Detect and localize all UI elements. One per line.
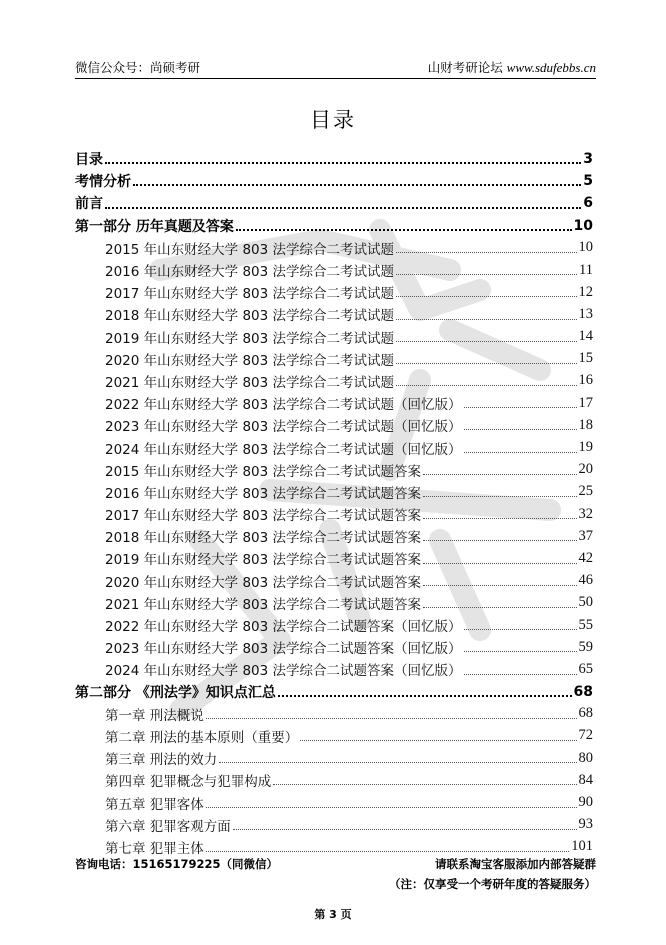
toc-entry[interactable] — [75, 703, 593, 725]
toc-entry-title: 2017 年山东财经大学 803 法学综合二考试试题答案 — [105, 508, 421, 525]
toc-entry-page: 20 — [578, 461, 593, 478]
toc-entry[interactable] — [75, 769, 593, 791]
toc-dot-leader — [423, 584, 577, 586]
toc-dot-leader — [133, 183, 581, 186]
toc-entry-page: 50 — [578, 594, 593, 611]
toc-entry-title: 2019 年山东财经大学 803 法学综合二考试试题 — [105, 330, 394, 347]
footer-service-note: （注：仅享受一个考研年度的答疑服务） — [389, 877, 596, 891]
toc-entry[interactable] — [75, 725, 593, 747]
toc-dot-leader — [105, 206, 581, 209]
toc-entry[interactable] — [75, 747, 593, 769]
toc-dot-leader — [300, 739, 576, 741]
toc-entry-title: 第七章 犯罪主体 — [105, 840, 204, 857]
toc-entry[interactable] — [75, 259, 593, 281]
toc-entry-title: 2022 年山东财经大学 803 法学综合二考试试题（回忆版） — [105, 397, 462, 414]
toc-entry-page: 93 — [578, 816, 593, 833]
header-forum-url[interactable]: www.sdufebbs.cn — [506, 60, 596, 75]
toc-entry-page: 3 — [583, 151, 593, 168]
toc-dot-leader — [396, 384, 577, 386]
toc-entry-page: 55 — [578, 616, 593, 633]
toc-entry[interactable] — [75, 614, 593, 636]
toc-entry-title: 第五章 犯罪客体 — [105, 796, 204, 813]
toc-entry[interactable] — [75, 326, 593, 348]
toc-entry-page: 11 — [579, 261, 593, 278]
footer-phone: 咨询电话：15165179225（同微信） — [75, 857, 279, 871]
toc-entry[interactable] — [75, 570, 593, 592]
toc-entry[interactable] — [75, 192, 593, 214]
toc-entry-page: 37 — [578, 527, 593, 544]
toc-entry-title: 2018 年山东财经大学 803 法学综合二考试试题 — [105, 308, 394, 325]
toc-dot-leader — [423, 539, 577, 541]
toc-entry-page: 6 — [583, 195, 593, 212]
toc-entry[interactable] — [75, 547, 593, 569]
toc-dot-leader — [206, 717, 577, 719]
toc-dot-leader — [464, 406, 577, 408]
toc-entry[interactable] — [75, 503, 593, 525]
toc-entry-page: 15 — [578, 350, 593, 367]
toc-entry-page: 16 — [578, 372, 593, 389]
toc-entry-title: 第一章 刑法概说 — [105, 707, 204, 724]
toc-dot-leader — [236, 228, 572, 231]
toc-entry-page: 10 — [578, 239, 593, 256]
toc-entry-title: 2021 年山东财经大学 803 法学综合二考试试题 — [105, 374, 394, 391]
toc-dot-leader — [396, 340, 577, 342]
toc-dot-leader — [464, 628, 577, 630]
toc-entry-title: 2016 年山东财经大学 803 法学综合二考试试题答案 — [105, 485, 421, 502]
toc-entry-title: 2019 年山东财经大学 803 法学综合二考试试题答案 — [105, 552, 421, 569]
toc-dot-leader — [423, 562, 577, 564]
header-forum — [428, 58, 596, 76]
toc-dot-leader — [105, 161, 581, 164]
toc-entry[interactable] — [75, 303, 593, 325]
table-of-contents — [75, 148, 593, 858]
toc-entry[interactable] — [75, 436, 593, 458]
toc-entry-title: 2015 年山东财经大学 803 法学综合二考试试题答案 — [105, 463, 421, 480]
toc-entry[interactable] — [75, 459, 593, 481]
page-title: 目录 — [310, 108, 356, 132]
page-header — [75, 56, 596, 79]
toc-entry[interactable] — [75, 348, 593, 370]
toc-entry[interactable] — [75, 525, 593, 547]
toc-entry[interactable] — [75, 170, 593, 192]
toc-entry-title: 2024 年山东财经大学 803 法学综合二试题答案（回忆版） — [105, 663, 462, 680]
toc-entry[interactable] — [75, 392, 593, 414]
toc-entry[interactable] — [75, 681, 593, 703]
toc-dot-leader — [273, 783, 576, 785]
toc-entry-title: 2018 年山东财经大学 803 法学综合二考试试题答案 — [105, 530, 421, 547]
toc-entry-page: 80 — [578, 749, 593, 766]
toc-dot-leader — [464, 673, 577, 675]
toc-entry-title: 2020 年山东财经大学 803 法学综合二考试试题 — [105, 352, 394, 369]
toc-entry[interactable] — [75, 148, 593, 170]
toc-entry-title: 2021 年山东财经大学 803 法学综合二考试试题答案 — [105, 596, 421, 613]
toc-dot-leader — [396, 318, 577, 320]
toc-entry-title: 第二部分 《刑法学》知识点汇总 — [75, 684, 276, 701]
toc-entry-title: 2023 年山东财经大学 803 法学综合二考试试题（回忆版） — [105, 419, 462, 436]
toc-entry[interactable] — [75, 370, 593, 392]
toc-entry-page: 12 — [578, 283, 593, 300]
toc-dot-leader — [396, 295, 577, 297]
toc-entry-page: 13 — [578, 305, 593, 322]
toc-dot-leader — [206, 850, 569, 852]
toc-entry-page: 68 — [573, 683, 593, 700]
toc-entry-title: 目录 — [75, 152, 103, 169]
toc-entry[interactable] — [75, 237, 593, 259]
toc-entry-title: 前言 — [75, 196, 103, 213]
toc-entry-page: 90 — [578, 794, 593, 811]
toc-entry[interactable] — [75, 215, 593, 237]
toc-dot-leader — [464, 451, 577, 453]
toc-entry-title: 第四章 犯罪概念与犯罪构成 — [105, 774, 272, 791]
toc-dot-leader — [396, 362, 577, 364]
toc-entry-page: 10 — [573, 217, 593, 234]
toc-dot-leader — [464, 650, 577, 652]
toc-dot-leader — [206, 806, 577, 808]
toc-entry-title: 2022 年山东财经大学 803 法学综合二试题答案（回忆版） — [105, 619, 462, 636]
toc-entry-title: 第六章 犯罪客观方面 — [105, 818, 231, 835]
toc-entry-page: 72 — [578, 727, 593, 744]
toc-entry-page: 18 — [578, 416, 593, 433]
toc-entry-title: 2024 年山东财经大学 803 法学综合二考试试题（回忆版） — [105, 441, 462, 458]
toc-entry-page: 25 — [578, 483, 593, 500]
toc-entry-title: 2017 年山东财经大学 803 法学综合二考试试题 — [105, 286, 394, 303]
page-number: 第 3 页 — [314, 908, 352, 921]
footer-contact-note: 请联系淘宝客服添加内部答疑群 — [435, 857, 596, 871]
toc-dot-leader — [396, 273, 577, 275]
toc-dot-leader — [423, 517, 577, 519]
toc-entry-page: 17 — [578, 394, 593, 411]
toc-entry[interactable] — [75, 791, 593, 813]
toc-dot-leader — [423, 495, 577, 497]
toc-entry-page: 5 — [583, 173, 593, 190]
toc-entry-title: 2015 年山东财经大学 803 法学综合二考试试题 — [105, 241, 394, 258]
toc-entry-title: 考情分析 — [75, 174, 131, 191]
toc-entry-page: 68 — [578, 705, 593, 722]
toc-dot-leader — [464, 428, 577, 430]
toc-dot-leader — [396, 251, 577, 253]
header-forum-name: 山财考研论坛 — [427, 60, 507, 75]
toc-entry[interactable] — [75, 592, 593, 614]
toc-dot-leader — [423, 473, 577, 475]
toc-entry-page: 65 — [578, 660, 593, 677]
toc-dot-leader — [423, 606, 577, 608]
toc-entry[interactable] — [75, 658, 593, 680]
toc-dot-leader — [233, 828, 577, 830]
toc-entry-page: 32 — [578, 505, 593, 522]
toc-entry[interactable] — [75, 636, 593, 658]
toc-entry-page: 46 — [578, 572, 593, 589]
header-wechat-label: 微信公众号：尚硕考研 — [75, 60, 201, 75]
toc-entry[interactable] — [75, 481, 593, 503]
toc-entry-page: 19 — [578, 439, 593, 456]
toc-entry-title: 2016 年山东财经大学 803 法学综合二考试试题 — [105, 264, 394, 281]
toc-entry-title: 2020 年山东财经大学 803 法学综合二考试试题答案 — [105, 574, 421, 591]
toc-entry[interactable] — [75, 814, 593, 836]
toc-entry[interactable] — [75, 281, 593, 303]
toc-entry-title: 第三章 刑法的效力 — [105, 752, 218, 769]
toc-entry[interactable] — [75, 836, 593, 858]
toc-entry-title: 第一部分 历年真题及答案 — [75, 218, 234, 235]
toc-dot-leader — [278, 694, 572, 697]
toc-entry-title: 第二章 刑法的基本原则（重要） — [105, 729, 299, 746]
toc-entry[interactable] — [75, 414, 593, 436]
toc-entry-title: 2023 年山东财经大学 803 法学综合二试题答案（回忆版） — [105, 641, 462, 658]
toc-entry-page: 42 — [578, 549, 593, 566]
toc-entry-page: 14 — [578, 328, 593, 345]
toc-dot-leader — [219, 761, 576, 763]
toc-entry-page: 101 — [571, 838, 593, 855]
toc-entry-page: 59 — [578, 638, 593, 655]
toc-entry-page: 84 — [578, 771, 593, 788]
